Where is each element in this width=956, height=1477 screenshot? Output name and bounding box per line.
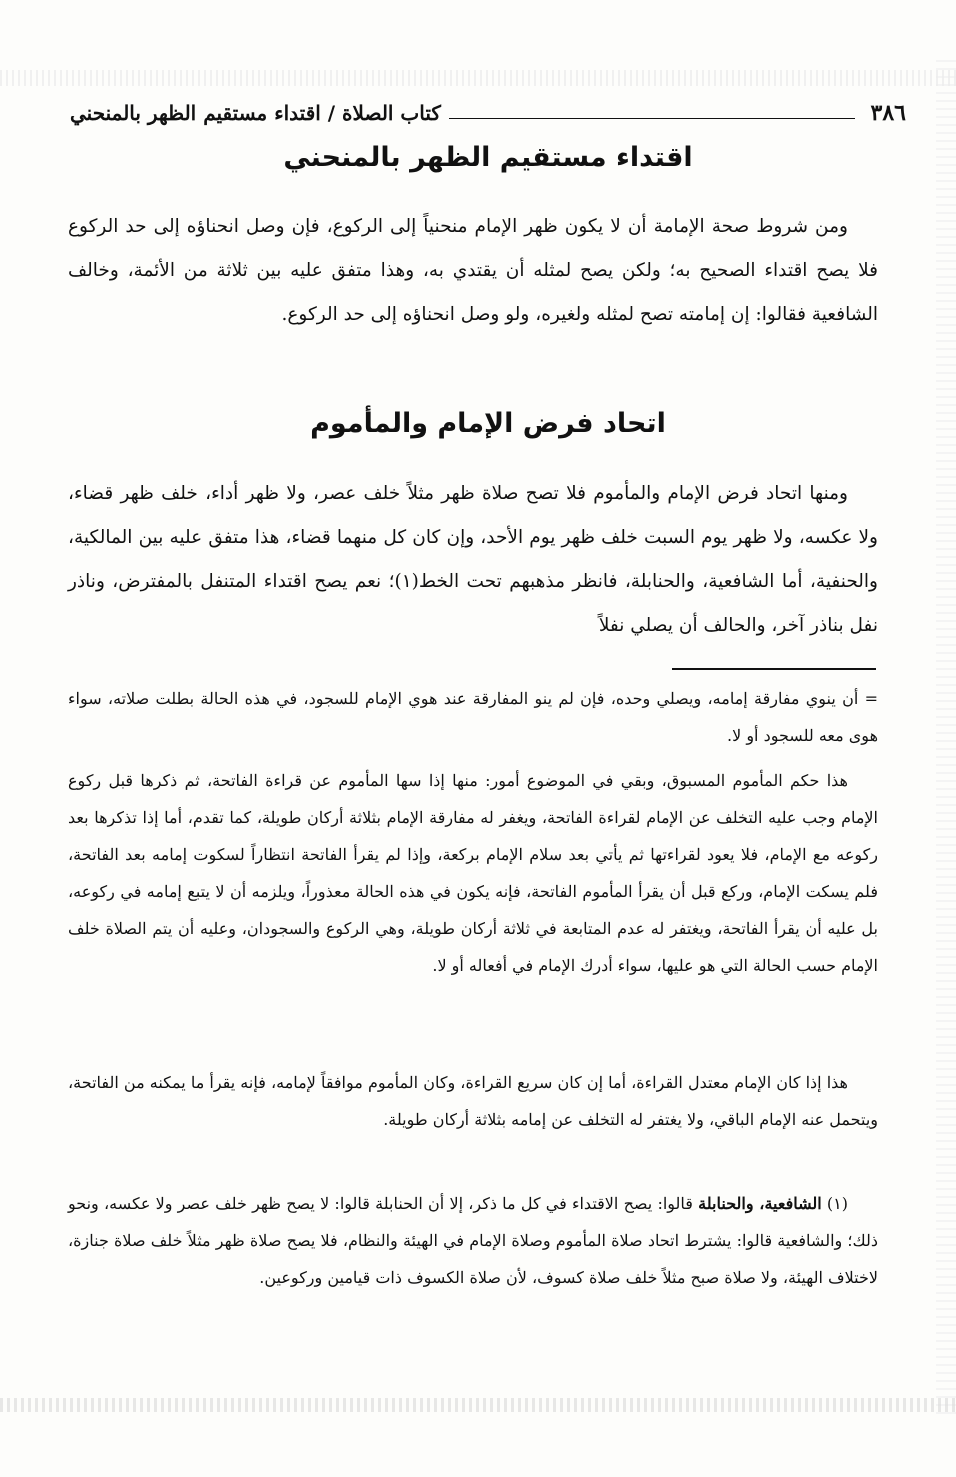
scan-noise-bottom	[0, 1398, 956, 1412]
page-number: ٣٨٦	[870, 100, 906, 126]
footnote-continuation	[68, 680, 878, 754]
running-header	[70, 96, 906, 130]
running-head: كتاب الصلاة / اقتداء مستقيم الظهر بالمنحني	[70, 101, 441, 125]
section-title-2: اتحاد فرض الإمام والمأموم	[310, 408, 666, 439]
footnote-paragraph-2: هذا حكم المأموم المسبوق، وبقي في الموضوع أمور: منها إذا سها المأموم عن قراءة الفاتحة، ثم ذكرها قبل ركوع الإمام وجب عليه التخلف عن الإمام لقراءة الفاتحة، ويغفر له مفارقة الإمام بثلاثة أركان طويلة، كما تقدم، أما إذا تذكرها بعد ركوعه مع الإمام، فلا يعود لقراءتها ثم يأتي بعد سلام الإمام بركعة، وإذا لم يقرأ الفاتحة انتظاراً لسكوت إمامه بعد الفاتحة، فلم يسكت الإمام، وركع قبل أن يقرأ المأموم الفاتحة، فإنه يكون في هذه الحالة معذوراً، ويلزمه أن لا يتبع إمامه في ركوعه، بل عليه أن يقرأ الفاتحة، ويغتفر له عدم المتابعة في ثلاثة أركان طويلة، وهي الركوع والسجودان، وعليه أن يتم الصلاة خلف الإمام حسب الحالة التي هو عليها، سواء أدرك الإمام في أفعاله أو لا.	[68, 771, 879, 975]
footnote-1	[68, 1185, 878, 1296]
section-body-1: ومن شروط صحة الإمامة أن لا يكون ظهر الإمام منحنياً إلى الركوع، فإن وصل انحناؤه إلى حد الركوع فلا يصح اقتداء الصحيح به؛ ولكن يصح لمثله أن يقتدي به، وهذا متفق عليه بين ثلاثة من الأئمة، وخالف الشافعية فقالوا: إن إمامته تصح لمثله ولغيره، ولو وصل انحناؤه إلى حد الركوع.	[68, 216, 878, 325]
footnote-1-lead: الشافعية، والحنابلة	[698, 1194, 822, 1213]
scan-noise-right	[936, 60, 956, 1420]
footnote-paragraph-3: هذا إذا كان الإمام معتدل القراءة، أما إن كان سريع القراءة، وكان المأموم موافقاً لإمامه، فإنه يقرأ ما يمكنه من الفاتحة، ويتحمل عنه الإمام الباقي، ولا يغتفر له التخلف عن إمامه بثلاثة أركان طويلة.	[68, 1073, 878, 1129]
section-body-2: ومنها اتحاد فرض الإمام والمأموم فلا تصح صلاة ظهر مثلاً خلف عصر، ولا ظهر أداء، خلف ظهر قضاء، ولا عكسه، ولا ظهر يوم السبت خلف ظهر يوم الأحد، وإن كان كل منهما قضاء، هذا متفق عليه بين المالكية، والحنفية، أما الشافعية، والحنابلة، فانظر مذهبهم تحت الخط(١)؛ نعم يصح اقتداء المتنفل بالمفترض، وناذر نفل بناذر آخر، والحالف أن يصلي نفلاً	[68, 483, 878, 636]
footnote-1-marker: (١)	[826, 1194, 848, 1213]
continuation-text: أن ينوي مفارقة إمامه، ويصلي وحده، فإن لم ينو المفارقة عند هوي الإمام للسجود، في هذه الحالة بطلت صلاته، سواء هوى معه للسجود أو لا.	[68, 689, 878, 745]
header-rule	[449, 118, 855, 119]
continuation-marker: =	[864, 689, 878, 708]
section-title-1: اقتداء مستقيم الظهر بالمنحني	[283, 142, 693, 173]
footnote-rule	[672, 668, 876, 670]
footnote-1-text: قالوا: يصح الاقتداء في كل ما ذكر، إلا أن الحنابلة قالوا: لا يصح ظهر خلف عصر ولا عكسه، ونحو ذلك؛ والشافعية قالوا: يشترط اتحاد صلاة المأموم وصلاة الإمام في الهيئة والنظام، فلا يصح صلاة ظهر مثلاً خلف صلاة جنازة، لاختلاف الهيئة، ولا صلاة صبح مثلاً خلف صلاة كسوف، لأن صلاة الكسوف ذات قيامين وركوعين.	[68, 1194, 879, 1287]
scan-noise-top	[0, 70, 956, 86]
